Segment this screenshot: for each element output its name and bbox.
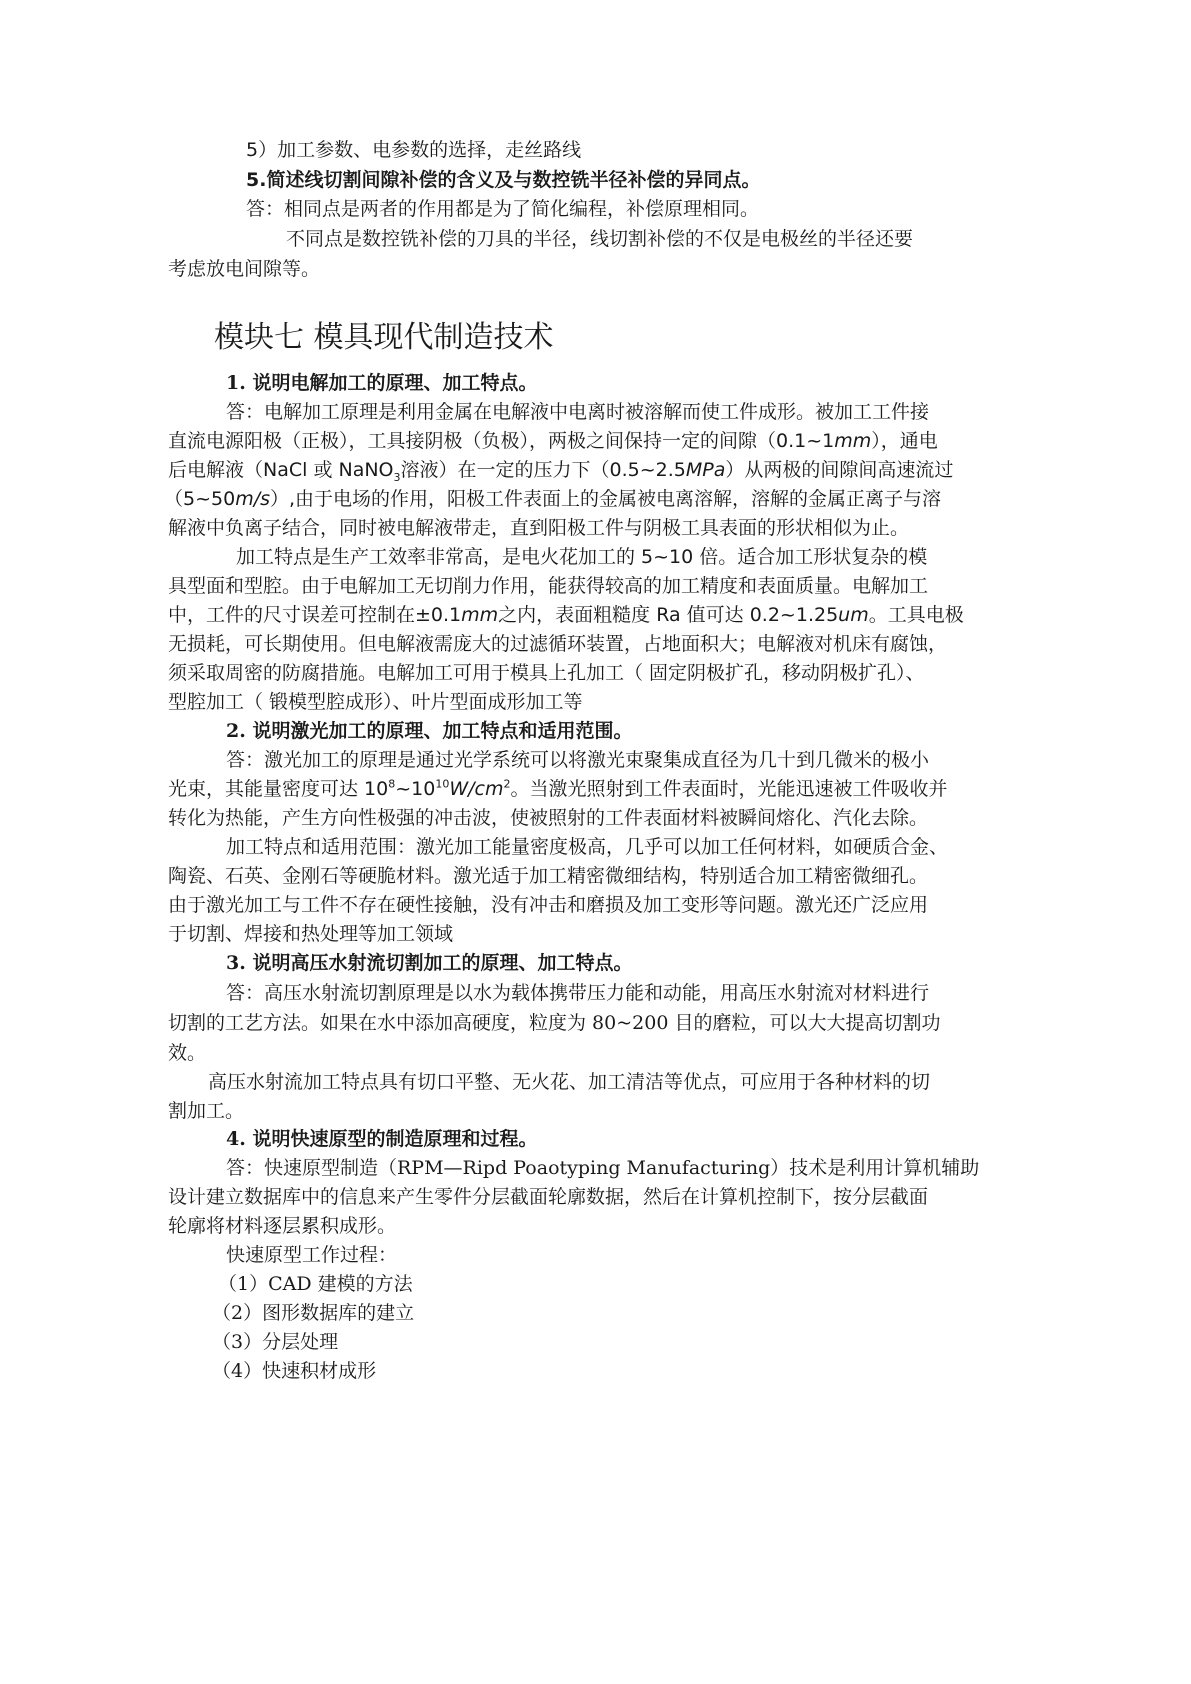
paragraph-line: 无损耗，可长期使用。但电解液需庞大的过滤循环装置，占地面积大；电解液对机床有腐蚀， <box>168 633 948 655</box>
paragraph-line: 于切割、焊接和热处理等加工领域 <box>168 923 454 945</box>
paragraph-line: 轮廓将材料逐层累积成形。 <box>168 1215 397 1237</box>
paragraph-line: 答：高压水射流切割原理是以水为载体携带压力能和动能，用高压水射流对材料进行 <box>226 982 930 1004</box>
paragraph-line: 转化为热能，产生方向性极强的冲击波，使被照射的工件表面材料被瞬间熔化、汽化去除。 <box>168 807 929 829</box>
text-run: 之内，表面粗糙度 Ra 值可达 0.2~1.25 <box>498 604 839 626</box>
paragraph-line: 加工特点和适用范围：激光加工能量密度极高，几乎可以加工任何材料，如硬质合金、 <box>226 836 949 858</box>
text-run: ）从两极的间隙间高速流过 <box>725 459 954 481</box>
paragraph-line: 快速原型工作过程： <box>226 1244 398 1266</box>
paragraph-line: 具型面和型腔。由于电解加工无切削力作用，能获得较高的加工精度和表面质量。电解加工 <box>168 575 929 597</box>
paragraph-line: 解液中负离子结合，同时被电解液带走，直到阳极工件与阴极工具表面的形状相似为止。 <box>168 517 910 539</box>
paragraph-line: 答：激光加工的原理是通过光学系统可以将激光束聚集成直径为几十到几微米的极小 <box>226 749 930 771</box>
list-item: （3）分层处理 <box>212 1331 339 1353</box>
paragraph-line <box>168 459 954 484</box>
list-item: （2）图形数据库的建立 <box>212 1302 415 1324</box>
paragraph-line: 设计建立数据库中的信息来产生零件分层截面轮廓数据，然后在计算机控制下，按分层截面 <box>168 1186 929 1208</box>
paragraph-line: 型腔加工（ 锻模型腔成形）、叶片型面成形加工等 <box>168 691 583 713</box>
question-3-heading: 3. 说明高压水射流切割加工的原理、加工特点。 <box>226 952 633 974</box>
answer-line: 不同点是数控铣补偿的刀具的半径，线切割补偿的不仅是电极丝的半径还要 <box>286 228 914 250</box>
paragraph-line <box>168 430 938 452</box>
unit-text: m/s <box>235 488 270 510</box>
paragraph-line: 答：快速原型制造（RPM—Ripd Poaotyping Manufacturing）技术是利用计算机辅助 <box>226 1157 980 1179</box>
answer-line: 考虑放电间隙等。 <box>168 258 321 280</box>
text-run: 。当激光照射到工件表面时，光能迅速被工件吸收并 <box>510 778 948 800</box>
answer-line: 答：相同点是两者的作用都是为了简化编程，补偿原理相同。 <box>246 198 760 220</box>
list-item: （1）CAD 建模的方法 <box>218 1273 413 1295</box>
paragraph-line: 加工特点是生产工效率非常高，是电火花加工的 5~10 倍。适合加工形状复杂的模 <box>236 546 928 568</box>
paragraph-line: 高压水射流加工特点具有切口平整、无火花、加工清洁等优点，可应用于各种材料的切 <box>208 1071 931 1093</box>
superscript: 2 <box>503 777 511 791</box>
prev-list-item: 5）加工参数、电参数的选择，走丝路线 <box>246 139 582 161</box>
question-2-heading: 2. 说明激光加工的原理、加工特点和适用范围。 <box>226 720 633 742</box>
paragraph-line: 割加工。 <box>168 1100 245 1122</box>
superscript: 8 <box>388 777 396 791</box>
paragraph-line: 切割的工艺方法。如果在水中添加高硬度，粒度为 80~200 目的磨粒，可以大大提高切割功 <box>168 1012 941 1034</box>
question-1-heading: 1. 说明电解加工的原理、加工特点。 <box>226 372 538 394</box>
question-4-heading: 4. 说明快速原型的制造原理和过程。 <box>226 1128 538 1150</box>
text-run: ~10 <box>395 778 436 800</box>
text-run: 中，工件的尺寸误差可控制在±0.1 <box>168 604 462 626</box>
list-item: （4）快速积材成形 <box>212 1360 377 1382</box>
question-5-heading: 5.简述线切割间隙补偿的含义及与数控铣半径补偿的异同点。 <box>246 169 761 191</box>
paragraph-line <box>168 778 948 800</box>
text-run: （5~50 <box>164 488 236 510</box>
unit-text: MPa <box>685 459 726 481</box>
unit-text: um <box>838 604 869 626</box>
text-run: 光束，其能量密度可达 10 <box>168 778 389 800</box>
paragraph-line: 由于激光加工与工件不存在硬性接触，没有冲击和磨损及加工变形等问题。激光还广泛应用 <box>168 894 929 916</box>
subscript: 3 <box>393 470 401 484</box>
unit-text: W/cm <box>449 778 504 800</box>
unit-text: mm <box>461 604 499 626</box>
text-run: ）,由于电场的作用，阳极工件表面上的金属被电离溶解，溶解的金属正离子与溶 <box>270 488 942 510</box>
text-run: 直流电源阳极（正极），工具接阴极（负极），两极之间保持一定的间隙（0.1~1 <box>168 430 835 452</box>
paragraph-line <box>168 604 964 626</box>
text-run: 后电解液（NaCl 或 NaNO <box>168 459 394 481</box>
text-run: 溶液）在一定的压力下（0.5~2.5 <box>400 459 686 481</box>
paragraph-line <box>164 488 941 510</box>
unit-text: mm <box>834 430 872 452</box>
paragraph-line: 效。 <box>168 1042 207 1064</box>
module-title: 模块七 模具现代制造技术 <box>214 320 554 355</box>
text-run: 。工具电极 <box>868 604 964 626</box>
paragraph-line: 须采取周密的防腐措施。电解加工可用于模具上孔加工（ 固定阴极扩孔，移动阴极扩孔）、 <box>168 662 925 684</box>
text-run: ），通电 <box>871 430 938 452</box>
paragraph-line: 答：电解加工原理是利用金属在电解液中电离时被溶解而使工件成形。被加工工件接 <box>226 401 930 423</box>
superscript: 10 <box>435 777 450 791</box>
paragraph-line: 陶瓷、石英、金刚石等硬脆材料。激光适于加工精密微细结构，特别适合加工精密微细孔。 <box>168 865 929 887</box>
